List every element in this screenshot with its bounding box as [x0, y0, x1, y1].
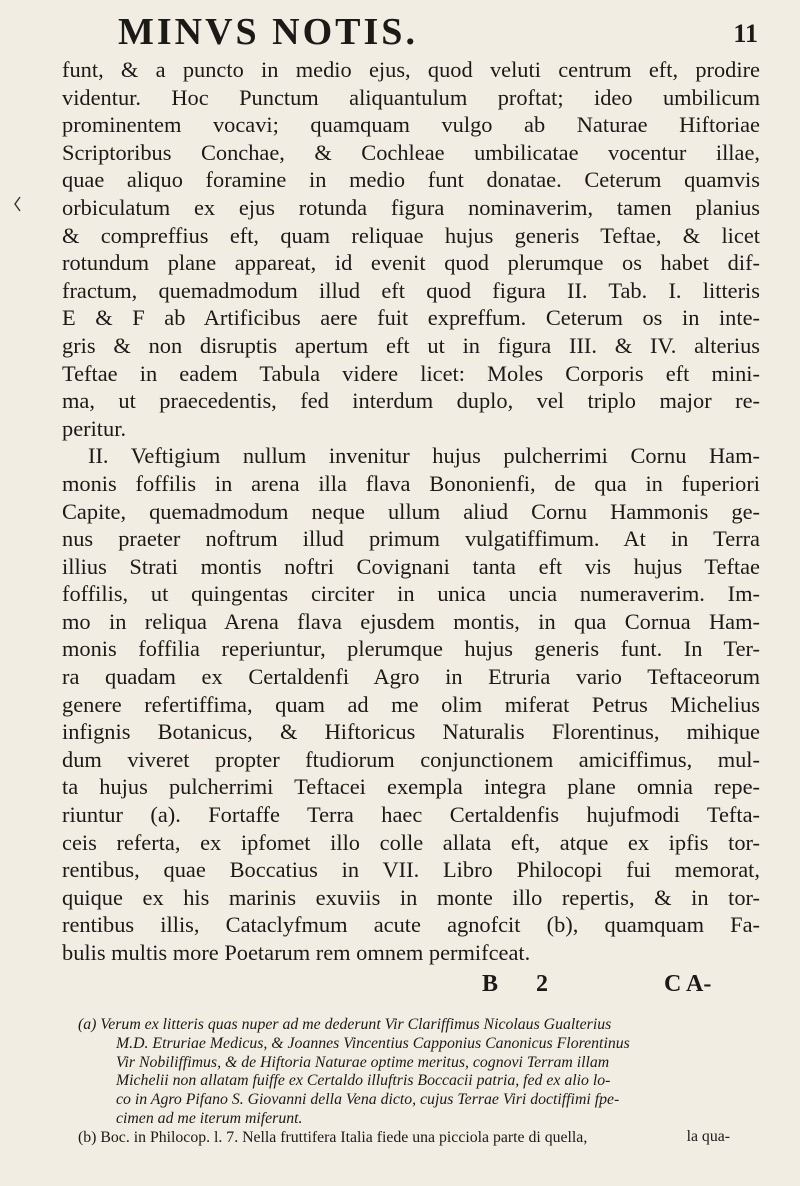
- text-line: infignis Botanicus, & Hiftoricus Naturalis Florentinus, mihique: [62, 719, 760, 745]
- text-line: monis foffilia reperiuntur, plerumque hujus generis funt. In Ter-: [62, 636, 760, 662]
- text-line: nus praeter noftrum illud primum vulgatiffimum. At in Terra: [62, 526, 760, 552]
- footnote-line: (b) Boc. in Philocop. l. 7. Nella fruttifera Italia fiede una picciola parte di quella,: [78, 1128, 588, 1146]
- text-line: mo in reliqua Arena flava ejusdem montis, in qua Cornua Ham-: [62, 608, 760, 634]
- text-line: gris & non disruptis apertum eft ut in figura III. & IV. alterius: [62, 332, 760, 358]
- text-line: orbiculatum ex ejus rotunda figura nominaverim, tamen planius: [62, 194, 760, 220]
- text-line: monis foffilis in arena illa flava Bononienfi, de qua in fuperiori: [62, 470, 760, 496]
- margin-mark: [12, 196, 22, 212]
- text-line: quae aliquo foramine in medio funt donatae. Ceterum quamvis: [62, 167, 760, 193]
- text-line: Teftae in eadem Tabula videre licet: Moles Corporis eft mini-: [62, 360, 760, 386]
- text-line: rentibus, quae Boccatius in VII. Libro Philocopi fui memorat,: [62, 857, 760, 883]
- text-line: illius Strati montis noftri Covignani tanta eft vis hujus Teftae: [62, 553, 760, 579]
- text-line: E & F ab Artificibus aere fuit expreffum. Ceterum os in inte-: [62, 305, 760, 331]
- text-line: funt, & a puncto in medio ejus, quod veluti centrum eft, prodire: [62, 57, 760, 82]
- footnote-line: co in Agro Pifano S. Giovanni della Vena dicto, cujus Terrae Viri doctiffimi fpe-: [116, 1091, 620, 1109]
- page-number: 11: [733, 19, 758, 48]
- text-line: bulis multis more Poetarum rem omnem permifceat.: [62, 940, 531, 965]
- text-line: dum viveret propter ftudiorum conjunctionem amiciffimus, mul-: [62, 746, 760, 772]
- text-line: quique ex his marinis exuviis in monte illo repertis, & in tor-: [62, 884, 760, 910]
- text-line: riuntur (a). Fortaffe Terra haec Certaldenfis hujufmodi Tefta-: [62, 802, 760, 828]
- text-line: peritur.: [62, 415, 127, 441]
- text-line: rentibus illis, Cataclyfmum acute agnofcit (b), quamquam Fa-: [62, 912, 760, 938]
- running-head: [118, 8, 758, 56]
- text-line: & compreffius eft, quam reliquae hujus generis Teftae, & licet: [62, 222, 760, 248]
- text-line: ma, ut praecedentis, fed interdum duplo, vel triplo major re-: [62, 388, 760, 414]
- text-line: rotundum plane appareat, id evenit quod plerumque os habet dif-: [62, 250, 760, 276]
- body-text: [62, 56, 760, 1001]
- text-line: Capite, quemadmodum neque ullum aliud Cornu Hammonis ge-: [62, 498, 760, 524]
- footnote-line: M.D. Etruriae Medicus, & Joannes Vincentius Capponius Canonicus Florentinus: [116, 1034, 630, 1052]
- text-line: Scriptoribus Conchae, & Cochleae umbilicatae vocentur illae,: [62, 139, 760, 165]
- text-line: foffilis, ut quingentas circiter in unica uncia numeraverim. Im-: [62, 581, 760, 607]
- text-line: prominentem vocavi; quamquam vulgo ab Naturae Hiftoriae: [62, 112, 760, 138]
- footnote-catchword: la qua-: [686, 1128, 730, 1145]
- text-line: ra quadam ex Certaldenfi Agro in Etruria vario Teftaceorum: [62, 664, 760, 690]
- text-line: ta hujus pulcherrimi Teftacei exempla integra plane omnia repe-: [62, 774, 760, 800]
- footnotes: [78, 1016, 760, 1148]
- footnote-line: Vir Nobiliffimus, & de Hiftoria Naturae optime meritus, cognovi Terram illam: [116, 1053, 610, 1071]
- text-line: ceis referta, ex ipfomet illo colle allata eft, atque ex ipfis tor-: [62, 829, 760, 855]
- footnote-line: (a) Verum ex litteris quas nuper ad me dederunt Vir Clariffimus Nicolaus Gualterius: [78, 1016, 612, 1033]
- text-line: genere refertiffima, quam ad me olim miferat Petrus Michelius: [62, 691, 760, 717]
- signature-mark: B 2: [482, 970, 565, 997]
- text-line: II. Veftigium nullum invenitur hujus pulcherrimi Cornu Ham-: [88, 443, 760, 469]
- footnote-line: cimen ad me iterum miferunt.: [116, 1109, 303, 1127]
- text-line: fractum, quemadmodum illud eft quod figura II. Tab. I. litteris: [62, 277, 760, 303]
- footnote-line: Michelii non allatam fuiffe ex Certaldo illuftris Boccacii patria, fed ex alio lo-: [116, 1072, 611, 1090]
- catchword: C A-: [664, 970, 712, 997]
- catchword-row: [62, 967, 760, 1001]
- text-line: videntur. Hoc Punctum aliquantulum proftat; ideo umbilicum: [62, 84, 760, 110]
- running-head-title: MINVS NOTIS.: [118, 11, 418, 53]
